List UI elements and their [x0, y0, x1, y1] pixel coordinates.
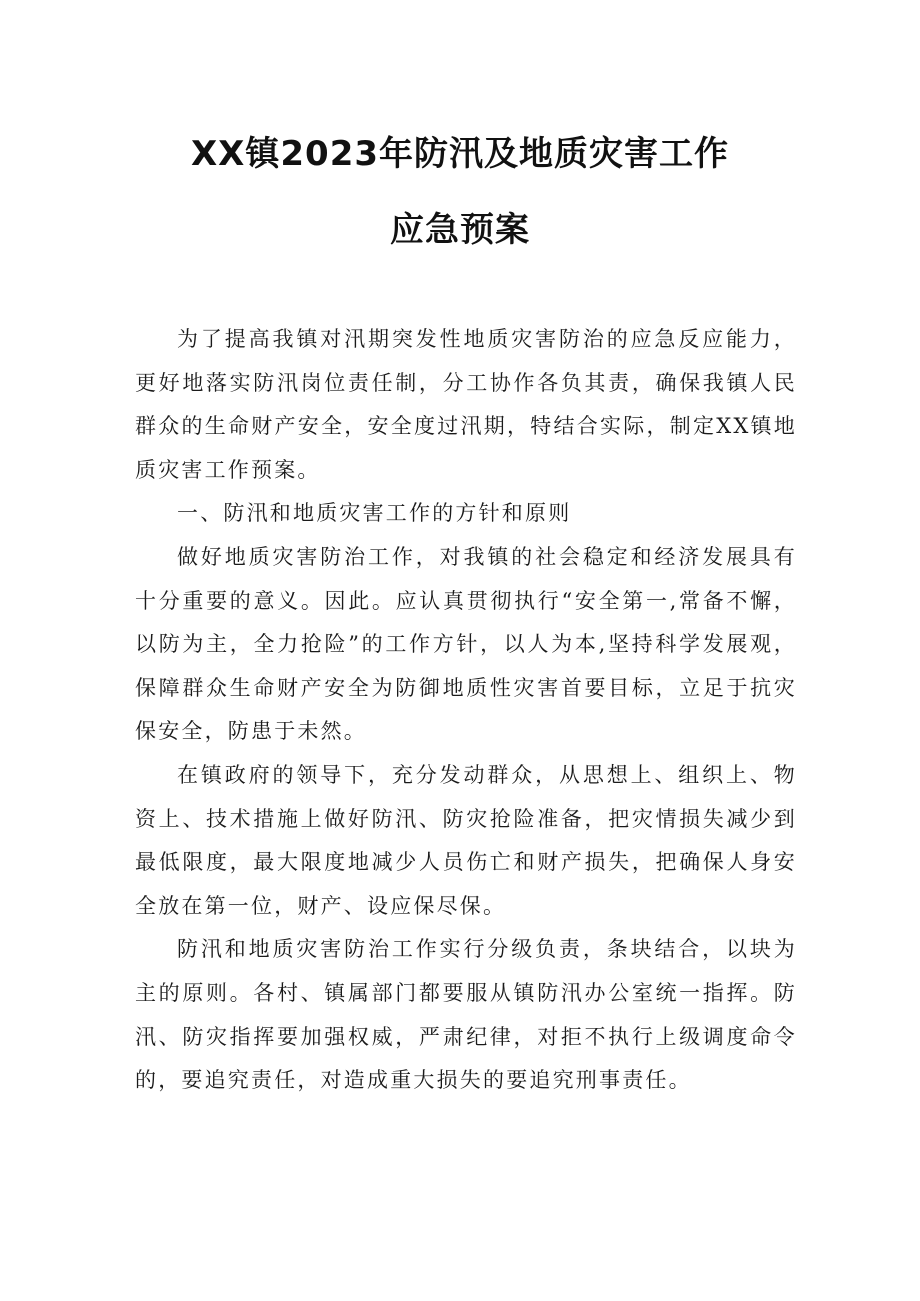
document-body — [135, 318, 797, 1103]
paragraph-intro: 为了提高我镇对汛期突发性地质灾害防治的应急反应能力，更好地落实防汛岗位责任制，分工协作各负其责，确保我镇人民群众的生命财产安全，安全度过汛期，特结合实际，制定XX镇地质灾害工作预案。 — [135, 327, 797, 482]
paragraph-leadership: 在镇政府的领导下，充分发动群众，从思想上、组织上、物资上、技术措施上做好防汛、防灾抢险准备，把灾情损失减少到最低限度，最大限度地减少人员伤亡和财产损失，把确保人身安全放在第一位，财产、设应保尽保。 — [135, 762, 797, 918]
document-title-line-1: XX镇2023年防汛及地质灾害工作 — [190, 134, 730, 174]
section-heading-1: 一、防汛和地质灾害工作的方针和原则 — [177, 501, 572, 526]
paragraph-significance: 做好地质灾害防治工作，对我镇的社会稳定和经济发展具有十分重要的意义。因此。应认真贯彻执行“安全第一,常备不懈，以防为主，全力抢险”的工作方针，以人为本,坚持科学发展观，保障群众生命财产安全为防御地质性灾害首要目标，立足于抗灾保安全，防患于未然。 — [135, 544, 797, 744]
paragraph-responsibility: 防汛和地质灾害防治工作实行分级负责，条块结合，以块为主的原则。各村、镇属部门都要服从镇防汛办公室统一指挥。防汛、防灾指挥要加强权威，严肃纪律，对拒不执行上级调度命令的，要追究责任，对造成重大损失的要追究刑事责任。 — [135, 937, 797, 1093]
document-title-line-2: 应急预案 — [390, 210, 530, 250]
